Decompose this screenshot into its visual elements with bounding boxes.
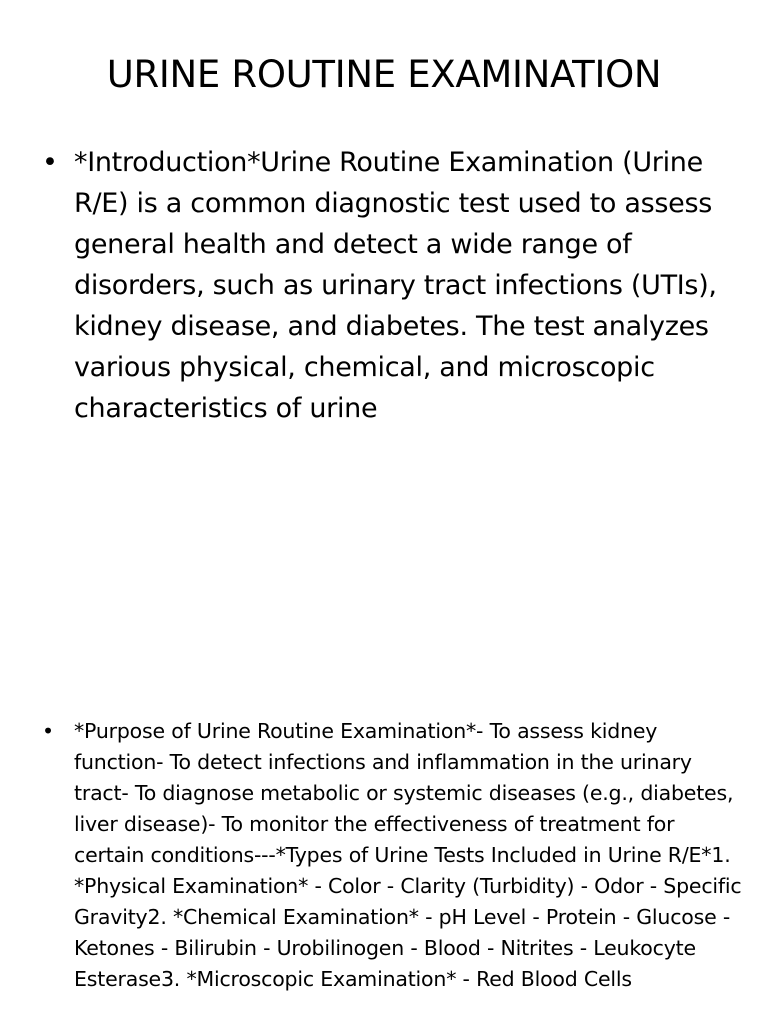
bullet-marker: • [42, 719, 54, 743]
bullet-text-introduction: *Introduction*Urine Routine Examination (Urine R/E) is a common diagnostic test used to assess general health and detect a wide range of disorders, such as urinary tract infections (UTIs), kidney disease, and diabetes. The test analyzes various physical, chemical, and microscopic characteristics of urine [74, 147, 717, 424]
bullet-text-purpose: *Purpose of Urine Routine Examination*- To assess kidney function- To detect infections and inflammation in the urinary tract- To diagnose metabolic or systemic diseases (e.g., diabetes, liver disease)- To monitor the effectiveness of treatment for certain conditions---*Types of Urine Tests Included in Urine R/E*1. *Physical Examination* - Color - Clarity (Turbidity) - Odor - Specific Gravity2. *Chemical Examination* - pH Level - Protein - Glucose - Ketones - Bilirubin - Urobilinogen - Blood - Nitrites - Leukocyte Esterase3. *Microscopic Examination* - Red Blood Cells [74, 719, 742, 991]
bullet-marker: • [42, 147, 58, 178]
slide-title: URINE ROUTINE EXAMINATION [106, 53, 662, 96]
bullet-item-introduction [42, 142, 742, 429]
bullet-item-purpose [42, 716, 742, 995]
